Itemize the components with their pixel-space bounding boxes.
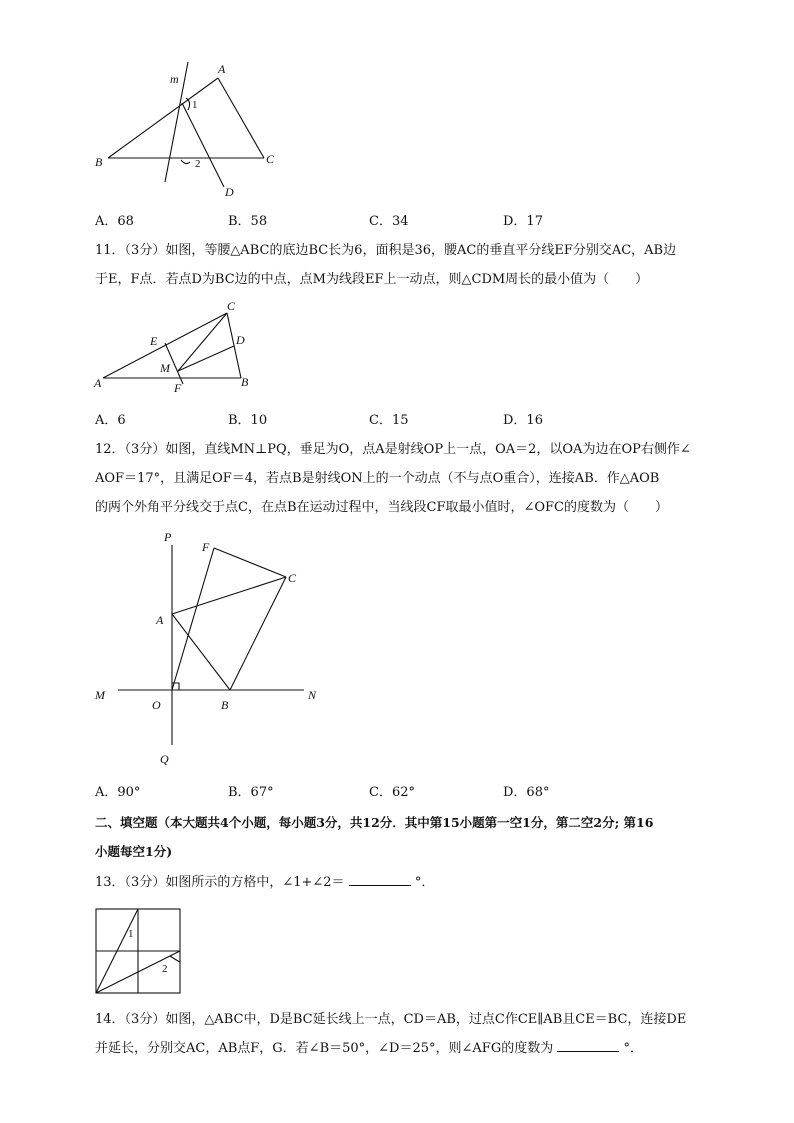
- label-c: C: [266, 152, 275, 166]
- label-q: Q: [160, 752, 169, 766]
- label-b: B: [241, 375, 249, 389]
- angle-2-arc: [170, 956, 180, 962]
- q12-option-b[interactable]: B．67°: [228, 785, 274, 800]
- q10-option-b[interactable]: B．58: [228, 214, 268, 229]
- q12-option-a[interactable]: A．90°: [95, 785, 141, 800]
- label-p: P: [164, 530, 172, 544]
- section-2-line-1: 二、填空题（本大题共4个小题，每小题3分，共12分．其中第15小题第一空1分，第二空2分; 第16: [95, 815, 654, 830]
- q14-stem: 并延长，分别交AC，AB点F，G．若∠B＝50°，∠D＝25°，则∠AFG的度数为: [95, 1041, 554, 1056]
- q10-option-d[interactable]: D．17: [503, 214, 543, 229]
- q14-line-1: 14．（3分）如图，△ABC中，D是BC延长线上一点，CD＝AB，过点C作CE∥AB且CE＝BC，连接DE: [95, 1012, 687, 1027]
- q11-option-b[interactable]: B．10: [228, 413, 268, 428]
- label-b: B: [95, 155, 103, 169]
- label-a: A: [156, 613, 164, 627]
- q12-line-3: 的两个外角平分线交于点C，在点B在运动过程中，当线段CF取最小值时，∠OFC的度数为（ ）: [95, 500, 668, 515]
- q14-stem-end: °．: [623, 1041, 644, 1056]
- label-n: N: [308, 688, 317, 702]
- label-angle-1: 1: [128, 928, 134, 940]
- q14-line-2: [95, 1034, 735, 1063]
- q14-text: [95, 1005, 735, 1063]
- label-a: A: [94, 376, 102, 390]
- q10-option-a[interactable]: A．68: [95, 214, 134, 229]
- label-c: C: [227, 299, 236, 313]
- q14-answer-blank[interactable]: [557, 1039, 619, 1052]
- label-angle-1: 1: [192, 99, 198, 111]
- label-b: B: [221, 698, 229, 712]
- label-m: m: [170, 72, 179, 86]
- label-angle-2: 2: [195, 158, 201, 170]
- q12-option-c[interactable]: C．62°: [369, 785, 415, 800]
- label-m: M: [95, 688, 105, 702]
- label-f: F: [174, 381, 182, 395]
- label-a: A: [218, 62, 226, 76]
- label-angle-2: 2: [162, 963, 168, 975]
- q12-line-1: 12．（3分）如图，直线MN⊥PQ，垂足为O，点A是射线OP上一点，OA＝2，以OA为边在OP右侧作∠: [95, 442, 691, 457]
- label-c: C: [288, 571, 297, 585]
- label-f: F: [202, 540, 210, 554]
- label-o: O: [152, 698, 161, 712]
- label-d: D: [225, 185, 234, 199]
- q11-option-c[interactable]: C．15: [369, 413, 409, 428]
- q11-line-1: 11．（3分）如图，等腰△ABC的底边BC长为6，面积是36，腰AC的垂直平分线EF分别交AC，AB边: [95, 243, 677, 258]
- q12-option-d[interactable]: D．68°: [503, 785, 550, 800]
- q10-option-c[interactable]: C．34: [369, 214, 409, 229]
- q13-stem: 13．（3分）如图所示的方格中，∠1+∠2＝: [95, 875, 345, 890]
- q11-line-2: 于E，F点．若点D为BC边的中点，点M为线段EF上一动点，则△CDM周长的最小值为（ ）: [95, 272, 649, 287]
- label-d: D: [236, 333, 245, 347]
- label-m: M: [160, 361, 170, 375]
- q11-option-d[interactable]: D．16: [503, 413, 543, 428]
- q12-line-2: AOF＝17°，且满足OF＝4，若点B是射线ON上的一个动点（不与点O重合），连接AB．作△AOB: [95, 471, 660, 486]
- label-e: E: [150, 334, 158, 348]
- section-2-line-2: 小题每空1分): [95, 844, 173, 859]
- q11-option-a[interactable]: A．6: [95, 413, 126, 428]
- q13-stem-end: °．: [414, 875, 435, 890]
